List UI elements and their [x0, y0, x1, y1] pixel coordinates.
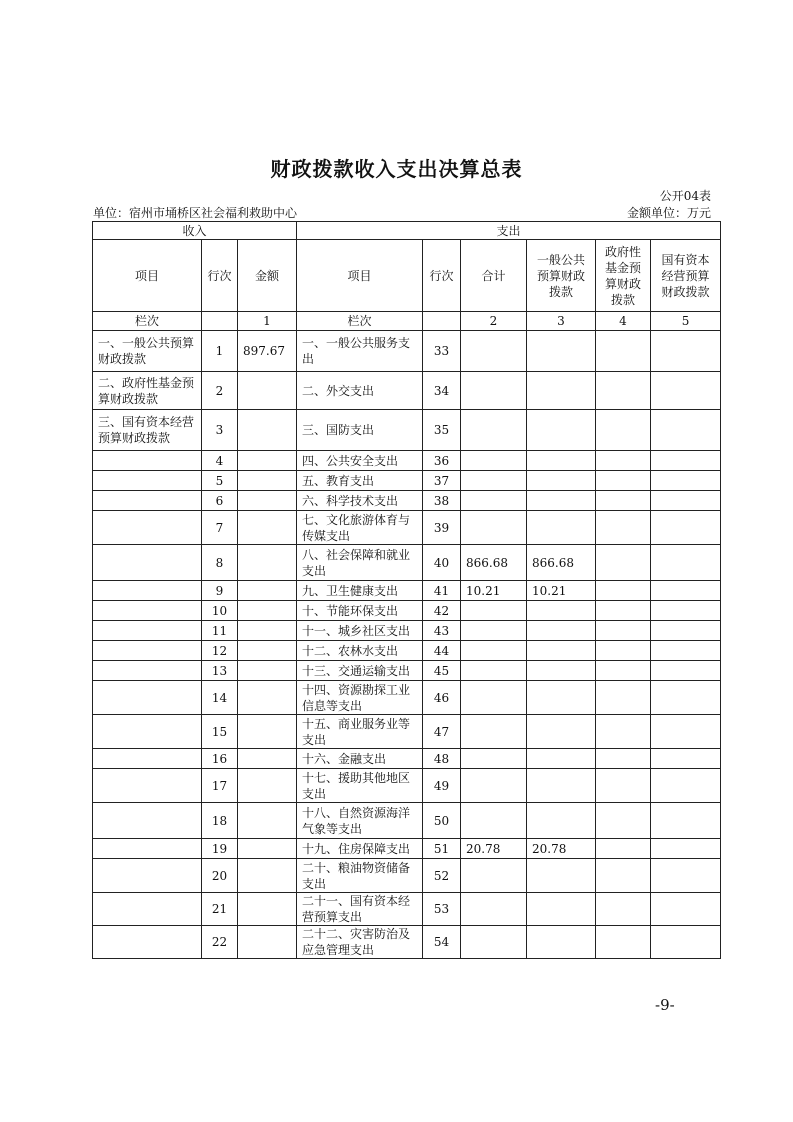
- state-capital-cell: [651, 601, 721, 621]
- income-amount-cell: [238, 769, 297, 803]
- page-title: 财政拨款收入支出决算总表: [270, 157, 523, 181]
- column-number: 5: [651, 312, 721, 331]
- table-row: [93, 410, 721, 451]
- income-row-no-cell: 8: [202, 545, 238, 581]
- expense-row-no-header: 行次: [423, 240, 461, 312]
- income-item-cell: [93, 681, 202, 715]
- fund-budget-cell: [596, 581, 651, 601]
- income-item-header: 项目: [93, 240, 202, 312]
- fund-budget-cell: [596, 803, 651, 839]
- table-row: [93, 331, 721, 372]
- fund-budget-cell: [596, 859, 651, 893]
- total-cell: [461, 372, 527, 410]
- fund-budget-cell: [596, 511, 651, 545]
- column-number: 1: [238, 312, 297, 331]
- expense-row-no-cell: 40: [423, 545, 461, 581]
- state-capital-cell: [651, 859, 721, 893]
- total-cell: [461, 451, 527, 471]
- table-row: [93, 715, 721, 749]
- income-amount-cell: [238, 661, 297, 681]
- expense-item-cell: 五、教育支出: [297, 471, 423, 491]
- table-row: [93, 859, 721, 893]
- income-item-cell: [93, 641, 202, 661]
- state-capital-cell: [651, 926, 721, 959]
- table-row: [93, 803, 721, 839]
- income-item-cell: [93, 859, 202, 893]
- general-budget-cell: [527, 331, 596, 372]
- table-row: [93, 661, 721, 681]
- expense-item-cell: 十七、援助其他地区支出: [297, 769, 423, 803]
- income-amount-header: 金额: [238, 240, 297, 312]
- total-cell: [461, 661, 527, 681]
- state-capital-cell: [651, 331, 721, 372]
- income-item-cell: [93, 803, 202, 839]
- total-cell: [461, 859, 527, 893]
- general-budget-cell: [527, 681, 596, 715]
- state-capital-cell: [651, 749, 721, 769]
- expense-row-no-cell: 35: [423, 410, 461, 451]
- income-amount-cell: [238, 491, 297, 511]
- expense-item-cell: 十九、住房保障支出: [297, 839, 423, 859]
- column-number: 3: [527, 312, 596, 331]
- state-capital-cell: [651, 893, 721, 926]
- fund-budget-cell: [596, 749, 651, 769]
- expense-row-no-cell: 54: [423, 926, 461, 959]
- income-amount-cell: [238, 749, 297, 769]
- income-amount-cell: [238, 715, 297, 749]
- general-budget-cell: [527, 601, 596, 621]
- expense-item-cell: 十三、交通运输支出: [297, 661, 423, 681]
- state-capital-cell: [651, 769, 721, 803]
- total-cell: [461, 926, 527, 959]
- table-row: [93, 372, 721, 410]
- total-cell: [461, 471, 527, 491]
- general-budget-cell: [527, 372, 596, 410]
- income-amount-cell: [238, 545, 297, 581]
- total-cell: 20.78: [461, 839, 527, 859]
- total-cell: [461, 641, 527, 661]
- income-amount-cell: [238, 511, 297, 545]
- general-budget-cell: [527, 893, 596, 926]
- state-capital-header: 国有资本经营预算财政拨款: [651, 240, 721, 312]
- income-amount-cell: [238, 803, 297, 839]
- expense-item-cell: 六、科学技术支出: [297, 491, 423, 511]
- total-cell: [461, 681, 527, 715]
- total-cell: [461, 410, 527, 451]
- expense-item-cell: 十五、商业服务业等支出: [297, 715, 423, 749]
- expense-item-cell: 十八、自然资源海洋气象等支出: [297, 803, 423, 839]
- table-row: [93, 681, 721, 715]
- income-amount-cell: [238, 839, 297, 859]
- income-row-no-cell: 18: [202, 803, 238, 839]
- table-row: [93, 749, 721, 769]
- table-row: [93, 471, 721, 491]
- general-budget-cell: [527, 471, 596, 491]
- fund-budget-cell: [596, 410, 651, 451]
- income-amount-cell: [238, 681, 297, 715]
- expense-row-no-cell: 37: [423, 471, 461, 491]
- table-row: [93, 621, 721, 641]
- income-row-no-cell: 17: [202, 769, 238, 803]
- general-budget-cell: [527, 511, 596, 545]
- fund-budget-cell: [596, 661, 651, 681]
- expense-row-no-cell: 48: [423, 749, 461, 769]
- table-row: [93, 641, 721, 661]
- general-budget-cell: [527, 769, 596, 803]
- section-header-row: [93, 222, 721, 240]
- state-capital-cell: [651, 451, 721, 471]
- income-row-no-header: 行次: [202, 240, 238, 312]
- total-cell: [461, 769, 527, 803]
- expense-item-cell: 二十、粮油物资储备支出: [297, 859, 423, 893]
- income-row-no-cell: 20: [202, 859, 238, 893]
- expense-item-cell: 二十一、国有资本经营预算支出: [297, 893, 423, 926]
- income-amount-cell: [238, 641, 297, 661]
- expense-row-no-cell: 47: [423, 715, 461, 749]
- total-header: 合计: [461, 240, 527, 312]
- expense-item-cell: 十一、城乡社区支出: [297, 621, 423, 641]
- income-item-cell: [93, 601, 202, 621]
- income-item-cell: [93, 715, 202, 749]
- expense-item-cell: 四、公共安全支出: [297, 451, 423, 471]
- expense-item-cell: 十二、农林水支出: [297, 641, 423, 661]
- column-number: 2: [461, 312, 527, 331]
- expense-row-no-cell: 51: [423, 839, 461, 859]
- general-budget-cell: [527, 451, 596, 471]
- fund-budget-cell: [596, 545, 651, 581]
- income-row-no-cell: 10: [202, 601, 238, 621]
- table-row: [93, 451, 721, 471]
- table-row: [93, 545, 721, 581]
- general-budget-cell: [527, 715, 596, 749]
- general-budget-cell: 20.78: [527, 839, 596, 859]
- expense-row-no-cell: 36: [423, 451, 461, 471]
- income-row-no-cell: 2: [202, 372, 238, 410]
- fund-budget-cell: [596, 601, 651, 621]
- income-amount-cell: 897.67: [238, 331, 297, 372]
- fund-budget-cell: [596, 715, 651, 749]
- table-row: [93, 511, 721, 545]
- income-item-cell: [93, 893, 202, 926]
- expense-row-no-cell: 45: [423, 661, 461, 681]
- expense-row-no-cell: 49: [423, 769, 461, 803]
- income-amount-cell: [238, 410, 297, 451]
- general-budget-cell: [527, 641, 596, 661]
- expense-header: 支出: [297, 222, 721, 240]
- expense-row-no-cell: 46: [423, 681, 461, 715]
- total-cell: [461, 715, 527, 749]
- expense-row-no-cell: 44: [423, 641, 461, 661]
- income-item-cell: [93, 661, 202, 681]
- income-item-cell: [93, 769, 202, 803]
- fund-budget-cell: [596, 451, 651, 471]
- expense-item-cell: 二十二、灾害防治及应急管理支出: [297, 926, 423, 959]
- expense-row-no-cell: 42: [423, 601, 461, 621]
- state-capital-cell: [651, 715, 721, 749]
- total-cell: [461, 893, 527, 926]
- income-row-no-cell: 14: [202, 681, 238, 715]
- income-header: 收入: [93, 222, 297, 240]
- expense-row-no-cell: 39: [423, 511, 461, 545]
- income-row-no-cell: 1: [202, 331, 238, 372]
- general-budget-cell: [527, 621, 596, 641]
- general-budget-cell: [527, 661, 596, 681]
- income-item-cell: [93, 511, 202, 545]
- table-row: [93, 491, 721, 511]
- state-capital-cell: [651, 471, 721, 491]
- budget-table: [92, 221, 721, 959]
- expense-item-cell: 十六、金融支出: [297, 749, 423, 769]
- general-budget-cell: [527, 410, 596, 451]
- expense-item-cell: 十四、资源勘探工业信息等支出: [297, 681, 423, 715]
- fund-budget-cell: [596, 681, 651, 715]
- income-row-no-cell: 7: [202, 511, 238, 545]
- total-cell: 10.21: [461, 581, 527, 601]
- income-item-cell: 二、政府性基金预算财政拨款: [93, 372, 202, 410]
- state-capital-cell: [651, 581, 721, 601]
- income-row-no-cell: 5: [202, 471, 238, 491]
- total-cell: [461, 511, 527, 545]
- fund-budget-cell: [596, 769, 651, 803]
- expense-item-cell: 三、国防支出: [297, 410, 423, 451]
- income-row-no-cell: 15: [202, 715, 238, 749]
- fund-budget-cell: [596, 641, 651, 661]
- income-amount-cell: [238, 893, 297, 926]
- fund-budget-cell: [596, 471, 651, 491]
- state-capital-cell: [651, 803, 721, 839]
- column-label: 栏次: [93, 312, 202, 331]
- expense-row-no-cell: 50: [423, 803, 461, 839]
- income-item-cell: [93, 839, 202, 859]
- income-row-no-cell: 4: [202, 451, 238, 471]
- fund-budget-cell: [596, 621, 651, 641]
- table-row: [93, 601, 721, 621]
- income-row-no-cell: 12: [202, 641, 238, 661]
- form-number: 公开04表: [659, 189, 711, 203]
- expense-item-cell: 十、节能环保支出: [297, 601, 423, 621]
- income-amount-cell: [238, 372, 297, 410]
- income-item-cell: 一、一般公共预算财政拨款: [93, 331, 202, 372]
- income-row-no-cell: 9: [202, 581, 238, 601]
- income-row-no-cell: 3: [202, 410, 238, 451]
- total-cell: [461, 491, 527, 511]
- table-row: [93, 769, 721, 803]
- expense-row-no-cell: 53: [423, 893, 461, 926]
- reporting-unit: 单位：宿州市埇桥区社会福利救助中心: [93, 206, 298, 220]
- state-capital-cell: [651, 545, 721, 581]
- table-row: [93, 893, 721, 926]
- income-row-no-cell: 11: [202, 621, 238, 641]
- state-capital-cell: [651, 621, 721, 641]
- general-budget-cell: 10.21: [527, 581, 596, 601]
- income-row-no-cell: 13: [202, 661, 238, 681]
- fund-budget-cell: [596, 839, 651, 859]
- income-amount-cell: [238, 926, 297, 959]
- expense-item-cell: 八、社会保障和就业支出: [297, 545, 423, 581]
- income-row-no-cell: 22: [202, 926, 238, 959]
- total-cell: [461, 331, 527, 372]
- total-cell: 866.68: [461, 545, 527, 581]
- state-capital-cell: [651, 681, 721, 715]
- income-row-no-cell: 6: [202, 491, 238, 511]
- state-capital-cell: [651, 641, 721, 661]
- fund-budget-cell: [596, 893, 651, 926]
- expense-item-cell: 七、文化旅游体育与传媒支出: [297, 511, 423, 545]
- expense-row-no-cell: 33: [423, 331, 461, 372]
- table-row: [93, 839, 721, 859]
- column-number-row: [93, 312, 721, 331]
- total-cell: [461, 749, 527, 769]
- total-cell: [461, 601, 527, 621]
- income-amount-cell: [238, 451, 297, 471]
- income-item-cell: [93, 926, 202, 959]
- fund-budget-cell: [596, 491, 651, 511]
- column-header-row: [93, 240, 721, 312]
- state-capital-cell: [651, 661, 721, 681]
- expense-item-cell: 一、一般公共服务支出: [297, 331, 423, 372]
- income-item-cell: [93, 451, 202, 471]
- column-number: 4: [596, 312, 651, 331]
- income-amount-cell: [238, 581, 297, 601]
- income-row-no-cell: 21: [202, 893, 238, 926]
- income-item-cell: [93, 491, 202, 511]
- fund-budget-cell: [596, 331, 651, 372]
- expense-column-label: 栏次: [297, 312, 423, 331]
- income-item-cell: [93, 621, 202, 641]
- general-budget-cell: [527, 491, 596, 511]
- fund-budget-cell: [596, 372, 651, 410]
- expense-row-no-cell: 41: [423, 581, 461, 601]
- state-capital-cell: [651, 410, 721, 451]
- page-number: -9-: [655, 996, 675, 1014]
- expense-row-no-cell: 34: [423, 372, 461, 410]
- general-budget-cell: [527, 749, 596, 769]
- fund-budget-header: 政府性基金预算财政拨款: [596, 240, 651, 312]
- income-item-cell: [93, 471, 202, 491]
- general-budget-cell: [527, 803, 596, 839]
- general-budget-cell: 866.68: [527, 545, 596, 581]
- expense-item-header: 项目: [297, 240, 423, 312]
- total-cell: [461, 803, 527, 839]
- amount-unit: 金额单位：万元: [626, 206, 711, 220]
- income-amount-cell: [238, 859, 297, 893]
- general-budget-header: 一般公共预算财政拨款: [527, 240, 596, 312]
- state-capital-cell: [651, 839, 721, 859]
- state-capital-cell: [651, 511, 721, 545]
- income-item-cell: [93, 749, 202, 769]
- expense-row-no-cell: 43: [423, 621, 461, 641]
- table-row: [93, 926, 721, 959]
- state-capital-cell: [651, 491, 721, 511]
- expense-row-no-cell: 52: [423, 859, 461, 893]
- income-item-cell: 三、国有资本经营预算财政拨款: [93, 410, 202, 451]
- general-budget-cell: [527, 926, 596, 959]
- income-row-no-cell: 19: [202, 839, 238, 859]
- table-row: [93, 581, 721, 601]
- total-cell: [461, 621, 527, 641]
- income-item-cell: [93, 581, 202, 601]
- expense-item-cell: 二、外交支出: [297, 372, 423, 410]
- income-row-no-cell: 16: [202, 749, 238, 769]
- income-item-cell: [93, 545, 202, 581]
- income-amount-cell: [238, 601, 297, 621]
- fund-budget-cell: [596, 926, 651, 959]
- expense-row-no-cell: 38: [423, 491, 461, 511]
- income-amount-cell: [238, 621, 297, 641]
- general-budget-cell: [527, 859, 596, 893]
- income-amount-cell: [238, 471, 297, 491]
- expense-item-cell: 九、卫生健康支出: [297, 581, 423, 601]
- state-capital-cell: [651, 372, 721, 410]
